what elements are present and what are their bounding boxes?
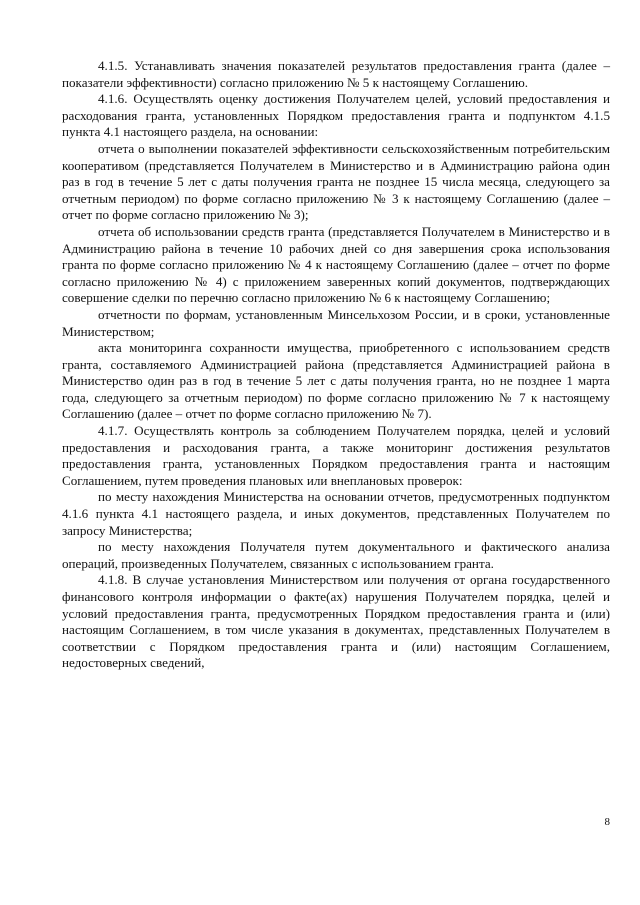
paragraph-4-1-8: 4.1.8. В случае установления Министерством или получения от органа государственного финансового контроля информации о факте(ах) нарушения Получателем порядка, целей и условий предоставления гранта, предусмотренных Порядком предоставления гранта и (или) настоящим Соглашением, в том числе указания в документах, представленных Получателем в соответствии с Порядком предоставления гранта и (или) настоящим Соглашением, недостоверных сведений, <box>62 572 610 671</box>
page-number: 8 <box>604 816 610 828</box>
paragraph-ministry-location: по месту нахождения Министерства на основании отчетов, предусмотренных подпунктом 4.1.6 пункта 4.1 настоящего раздела, и иных документов, представленных Получателем по запросу Министерства; <box>62 489 610 538</box>
document-page <box>62 58 610 672</box>
paragraph-report-efficiency: отчета о выполнении показателей эффективности сельскохозяйственным потребительским кооперативом (представляется Получателем в Министерство и в Администрацию района один раз в год в течение 5 лет с даты получения гранта не позднее 15 числа месяца, следующего за отчетным периодом) по форме согласно приложению № 3 к настоящему Соглашению (далее – отчет по форме согласно приложению № 3); <box>62 140 610 223</box>
paragraph-4-1-5: 4.1.5. Устанавливать значения показателей результатов предоставления гранта (далее – показатели эффективности) согласно приложению № 5 к настоящему Соглашению. <box>62 58 610 90</box>
paragraph-recipient-location: по месту нахождения Получателя путем документального и фактического анализа операций, произведенных Получателем, связанных с использованием гранта. <box>62 539 610 571</box>
paragraph-report-grant-usage: отчета об использовании средств гранта (представляется Получателем в Министерство и в Администрацию района в течение 10 рабочих дней со дня завершения срока использования гранта по форме согласно приложению № 4 к настоящему Соглашению (далее – отчет по форме согласно приложению № 4) с приложением заверенных копий документов, подтверждающих совершение сделки по перечню согласно приложению № 6 к настоящему Соглашению; <box>62 223 610 306</box>
paragraph-4-1-7: 4.1.7. Осуществлять контроль за соблюдением Получателем порядка, целей и условий предоставления и расходования гранта, а также мониторинг достижения результатов предоставления гранта, установленных Порядком предоставления гранта и настоящим Соглашением, путем проведения плановых или внеплановых проверок: <box>62 423 610 488</box>
paragraph-monitoring-act: акта мониторинга сохранности имущества, приобретенного с использованием средств гранта, составляемого Администрацией района (представляется Администрацией района в Министерство один раз в год в течение 5 лет с даты получения гранта, но не позднее 1 марта года, следующего за отчетным периодом) по форме согласно приложению № 7 к настоящему Соглашению (далее – отчет по форме согласно приложению № 7). <box>62 340 610 422</box>
paragraph-reporting-forms: отчетности по формам, установленным Минсельхозом России, и в сроки, установленные Министерством; <box>62 306 610 339</box>
paragraph-4-1-6: 4.1.6. Осуществлять оценку достижения Получателем целей, условий предоставления и расходования гранта, установленных Порядком предоставления гранта и подпунктом 4.1.5 пункта 4.1 настоящего раздела, на основании: <box>62 91 610 140</box>
